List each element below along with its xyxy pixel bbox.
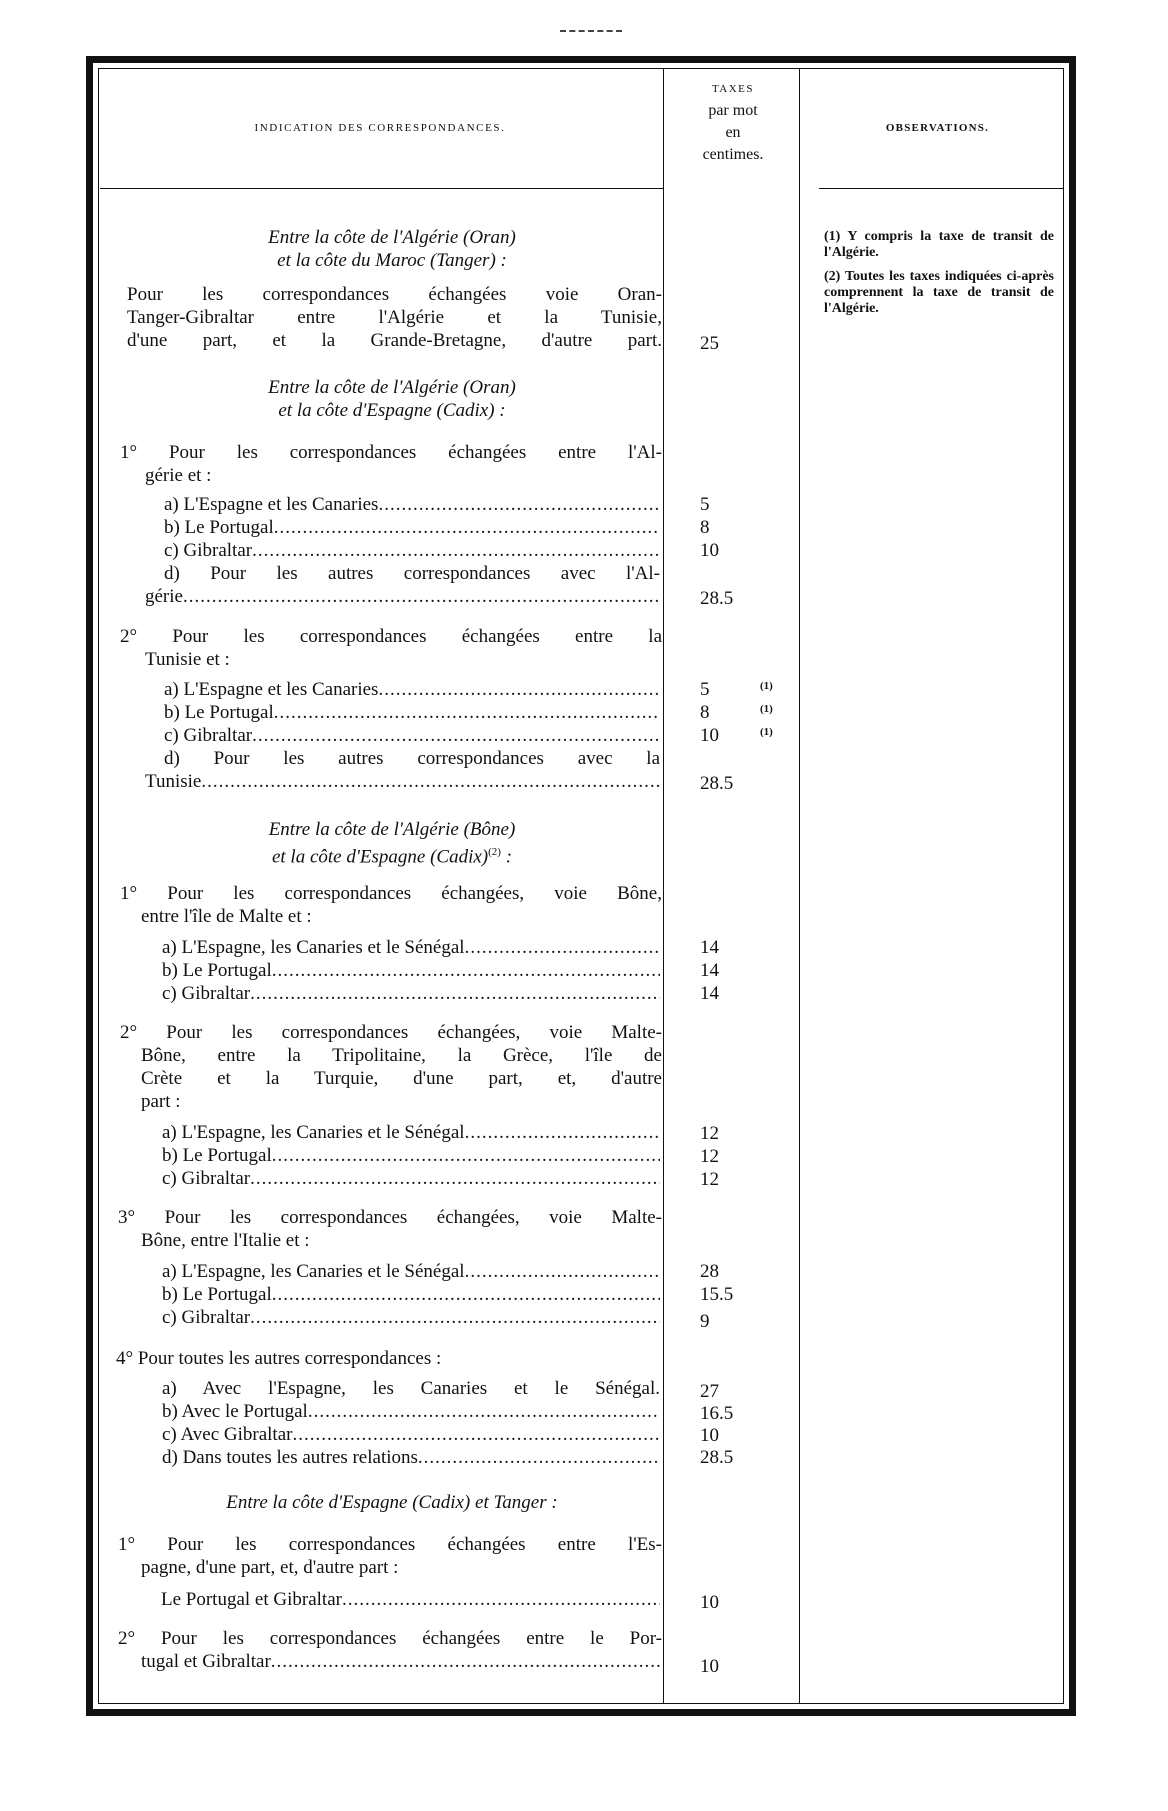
section3-para3-value-c: 9 [700,1311,710,1332]
section3-para2-value-a: 12 [700,1123,719,1144]
section3-para2-value-c: 12 [700,1169,719,1190]
header-rule-right [819,188,1064,189]
section2-para2-value-c: 10 [700,725,719,746]
section3-para2-line2: Bône, entre la Tripolitaine, la Grèce, l'île de [141,1045,662,1066]
section4-para2-line1: 2° Pour les correspondances échangées entre le Por- [118,1628,662,1649]
section2-para1-item-d-line2: gérie ..... [145,585,660,608]
section3-para1-value-c: 14 [700,983,719,1004]
column-divider-2 [799,68,800,1704]
section3-title-line1: Entre la côte de l'Algérie (Bône) [268,819,516,840]
section1-line1: Pour les correspondances échangées voie Oran- [127,284,662,305]
bottom-rule [86,1712,1076,1714]
section3-para3-item-c: c) Gibraltar ..... [162,1306,660,1329]
header-rule-left [100,188,663,189]
section3-para4-item-a: a) Avec l'Espagne, les Canaries et le Sénégal. [162,1378,660,1399]
header-indication: INDICATION DES CORRESPONDANCES. [254,122,506,134]
section2-para1-item-b: b) Le Portugal ..... [164,516,660,539]
section2-para2-value-b: 8 [700,702,710,723]
section3-para3-value-b: 15.5 [700,1284,734,1305]
section3-para2-line1: 2° Pour les correspondances échangées, voie Malte- [120,1022,662,1043]
section3-title-line2: et la côte d'Espagne (Cadix)$^{(2)}$ : [271,846,513,868]
section3-para2-item-c: c) Gibraltar ..... [162,1167,660,1190]
section2-para1-item-a: a) L'Espagne et les Canaries ..... [164,493,660,516]
section2-para1-value-a: 5 [700,494,710,515]
top-dash-mark [560,30,622,32]
header-taxes-sub1: par mot [708,102,758,119]
section1-line2: Tanger-Gibraltar entre l'Algérie et la Tunisie, [127,307,662,328]
section2-para2-line1: 2° Pour les correspondances échangées entre la [120,626,662,647]
observation-note-2: (2) Toutes les taxes indiquées ci-après comprennent la taxe de transit de l'Algérie. [824,269,1054,316]
observation-note-1: (1) Y compris la taxe de transit de l'Algérie. [824,229,1054,260]
section2-para1-item-d-line1: d) Pour les autres correspondances avec l'Al- [164,563,660,584]
section2-para2-value-d: 28.5 [700,773,734,794]
section3-para4-value-b: 16.5 [700,1403,734,1424]
section2-para2-item-d-line1: d) Pour les autres correspondances avec la [164,748,660,769]
column-divider-1 [663,68,664,1704]
section3-para1-value-b: 14 [700,960,719,981]
section4-para2-value: 10 [700,1656,719,1677]
section2-para1-item-c: c) Gibraltar ..... [164,539,660,562]
section1-value: 25 [700,333,719,354]
section2-note-ref-c: (1) [760,726,773,738]
header-taxes-title: TAXES [711,83,755,95]
header-observations: OBSERVATIONS. [885,122,990,134]
section1-title-line1: Entre la côte de l'Algérie (Oran) [268,227,516,248]
section3-para4-item-b: b) Avec le Portugal ..... [162,1400,660,1423]
section2-para1-value-c: 10 [700,540,719,561]
section2-para1-value-d: 28.5 [700,588,734,609]
section3-para4-value-a: 27 [700,1381,719,1402]
section2-para1-value-b: 8 [700,517,710,538]
header-taxes-sub2: en [725,124,741,141]
section3-para3-line2: Bône, entre l'Italie et : [141,1230,310,1251]
section4-para2-line2: tugal et Gibraltar ..... [141,1650,660,1673]
section3-para1-item-b: b) Le Portugal ..... [162,959,660,982]
section2-note-ref-b: (1) [760,703,773,715]
section2-note-ref-a: (1) [760,680,773,692]
section4-para1-line1: 1° Pour les correspondances échangées entre l'Es- [118,1534,662,1555]
section3-para2-item-a: a) L'Espagne, les Canaries et le Sénégal ..... [162,1121,660,1144]
section2-para2-line2: Tunisie et : [145,649,230,670]
section3-para1-item-a: a) L'Espagne, les Canaries et le Sénégal ..... [162,936,660,959]
header-taxes-sub3: centimes. [702,146,764,163]
section3-para3-line1: 3° Pour les correspondances échangées, voie Malte- [118,1207,662,1228]
section3-para2-line3: Crète et la Turquie, d'une part, et, d'autre [141,1068,662,1089]
section1-line3: d'une part, et la Grande-Bretagne, d'autre part. [127,330,662,351]
section3-para1-line1: 1° Pour les correspondances échangées, voie Bône, [120,883,662,904]
section3-para1-item-c: c) Gibraltar ..... [162,982,660,1005]
section3-para4-value-c: 10 [700,1425,719,1446]
section3-para4-item-d: d) Dans toutes les autres relations ..... [162,1446,660,1469]
section4-title: Entre la côte d'Espagne (Cadix) et Tanger : [226,1492,558,1513]
observations-notes [824,229,1054,317]
section2-para1-line1: 1° Pour les correspondances échangées entre l'Al- [120,442,662,463]
section3-para2-line4: part : [141,1091,181,1112]
section2-title-line1: Entre la côte de l'Algérie (Oran) [268,377,516,398]
section2-para2-value-a: 5 [700,679,710,700]
section2-para2-item-c: c) Gibraltar ..... [164,724,660,747]
section4-para1-item: Le Portugal et Gibraltar ..... [161,1588,660,1611]
section3-para4-line1: 4° Pour toutes les autres correspondances : [116,1348,442,1369]
section2-para2-item-b: b) Le Portugal ..... [164,701,660,724]
section3-para3-item-b: b) Le Portugal ..... [162,1283,660,1306]
section2-para2-item-a: a) L'Espagne et les Canaries ..... [164,678,660,701]
section3-para3-value-a: 28 [700,1261,719,1282]
section4-para1-line2: pagne, d'une part, et, d'autre part : [141,1557,399,1578]
section3-para4-item-c: c) Avec Gibraltar ..... [162,1423,660,1446]
section2-para2-item-d-line2: Tunisie ..... [145,770,660,793]
section2-para1-line2: gérie et : [145,465,212,486]
section3-para1-line2: entre l'île de Malte et : [141,906,312,927]
section2-title-line2: et la côte d'Espagne (Cadix) : [278,400,506,421]
section3-para3-item-a: a) L'Espagne, les Canaries et le Sénégal ..... [162,1260,660,1283]
section3-para2-value-b: 12 [700,1146,719,1167]
section3-para4-value-d: 28.5 [700,1447,734,1468]
section1-title-line2: et la côte du Maroc (Tanger) : [277,250,507,271]
section3-para1-value-a: 14 [700,937,719,958]
section3-para2-item-b: b) Le Portugal ..... [162,1144,660,1167]
header-taxes [668,78,798,166]
section4-para1-value: 10 [700,1592,719,1613]
